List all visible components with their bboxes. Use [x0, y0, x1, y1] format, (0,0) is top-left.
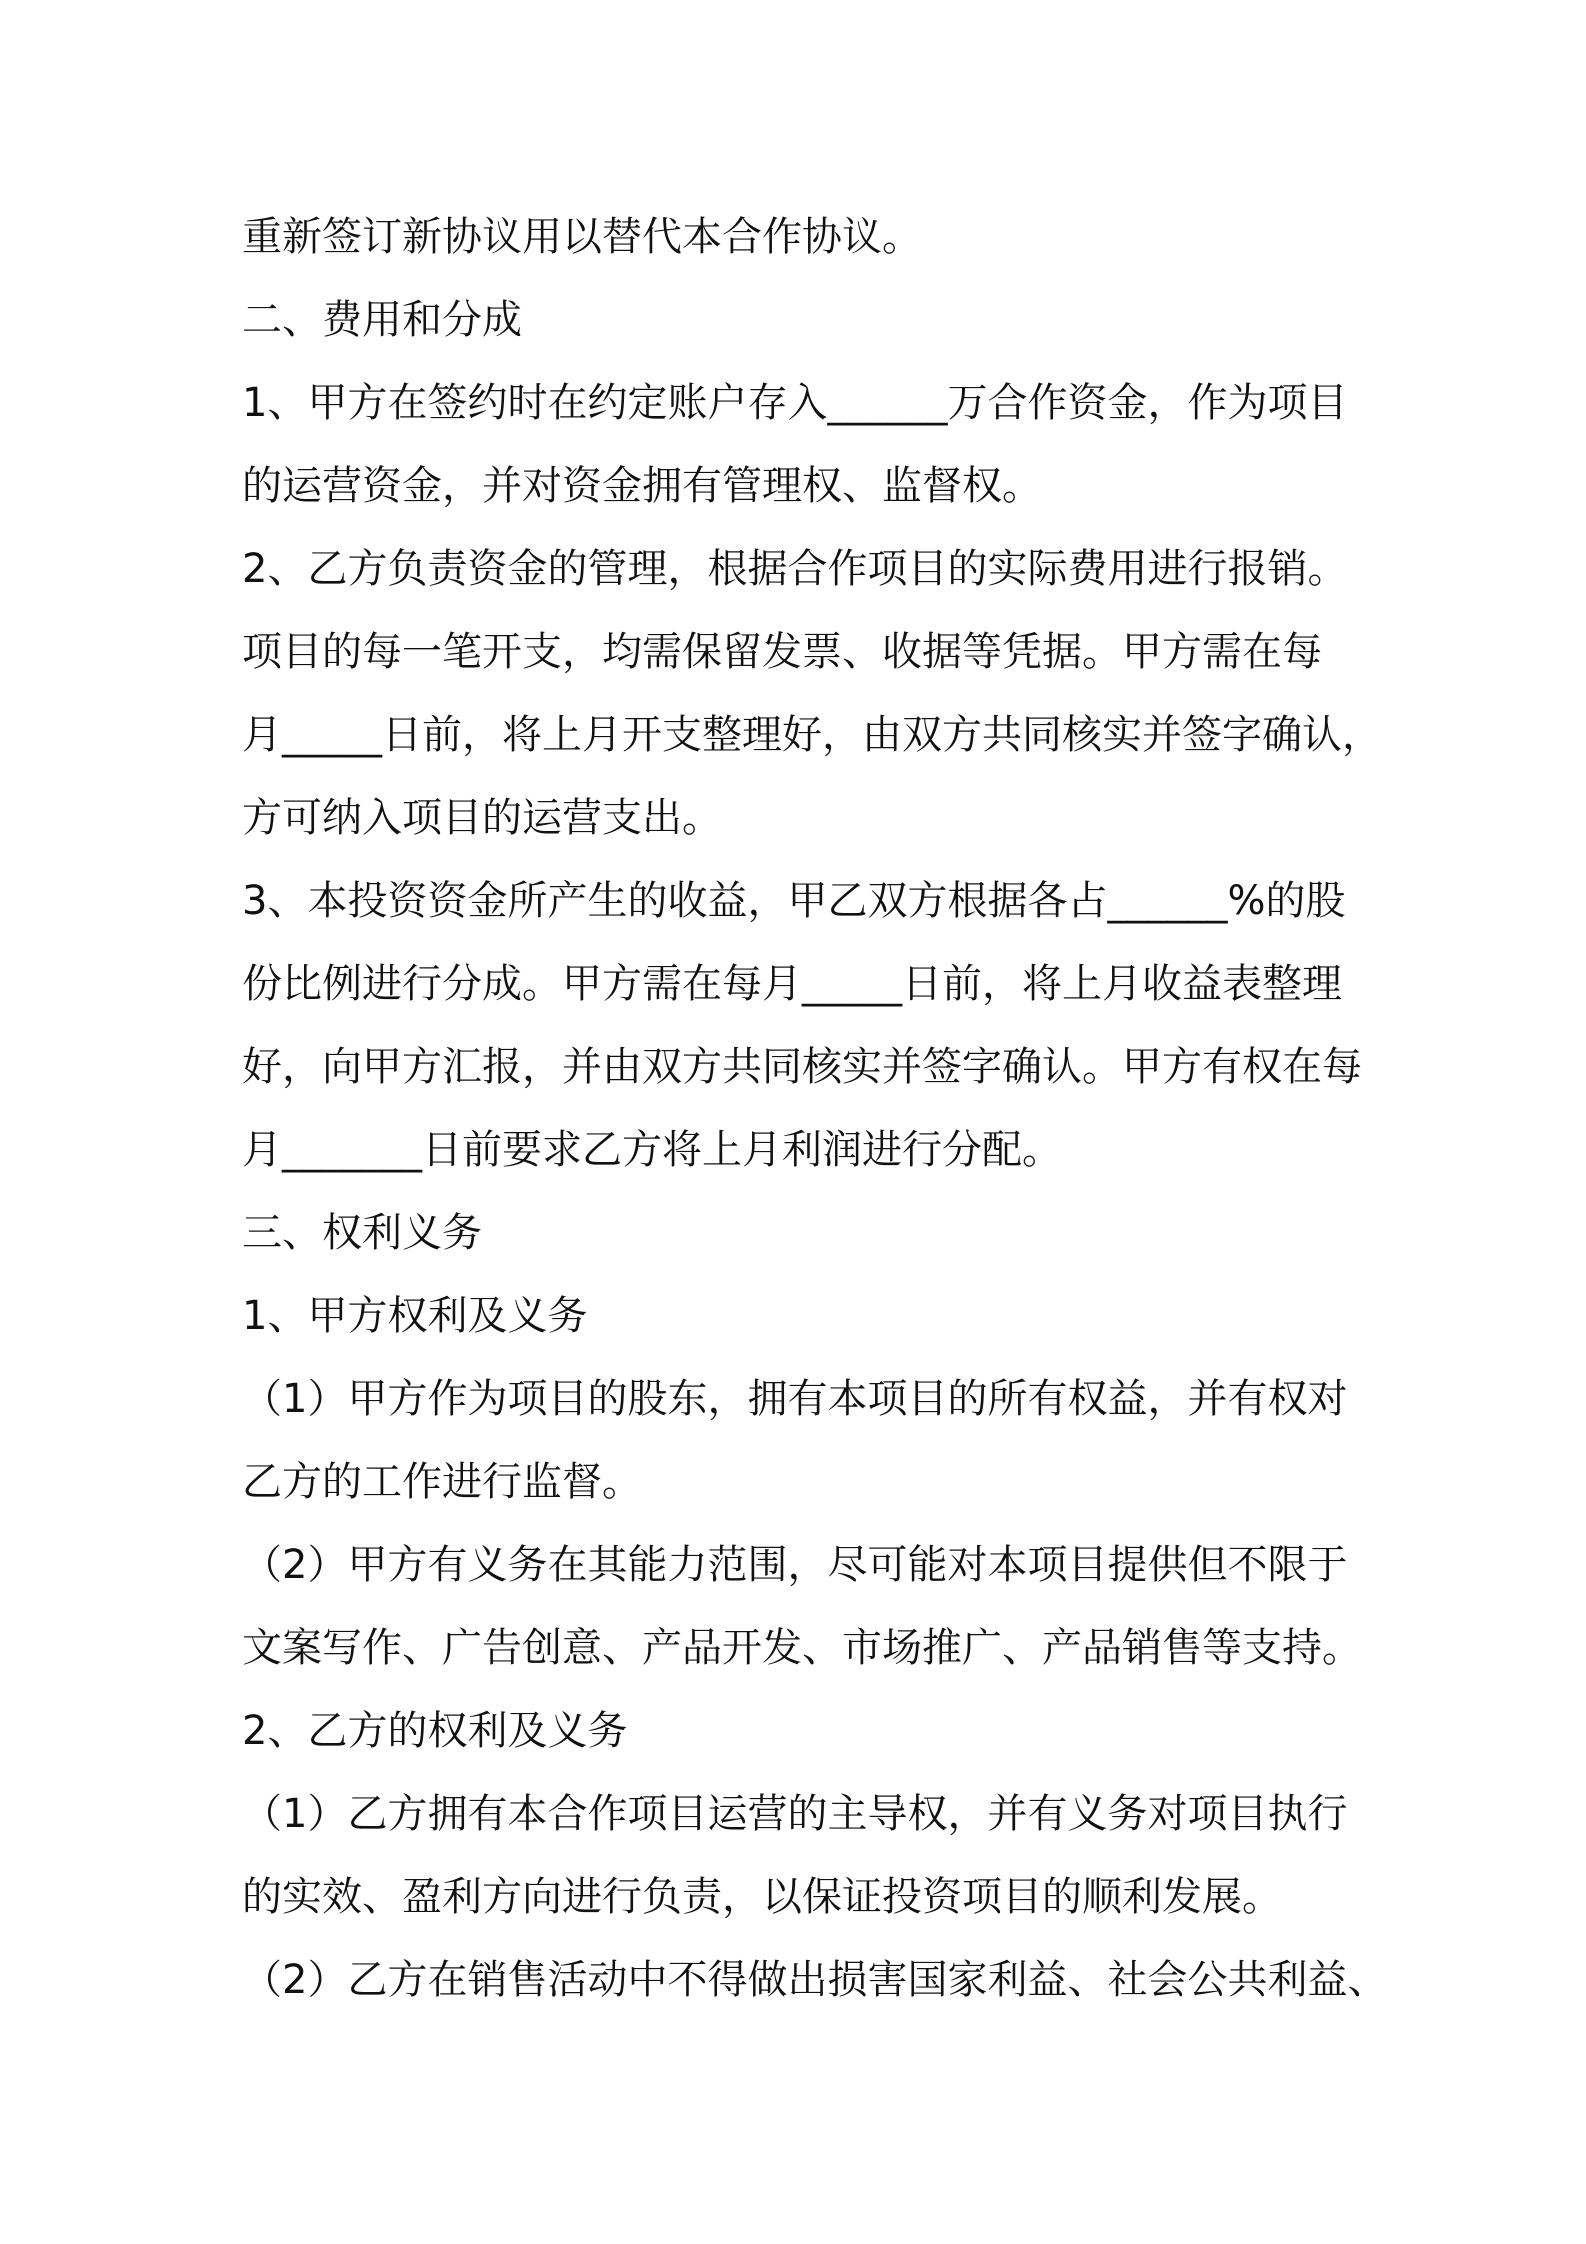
text-line: （1）甲方作为项目的股东，拥有本项目的所有权益，并有权对	[242, 1376, 1348, 1422]
text-line: （1）乙方拥有本合作项目运营的主导权，并有义务对项目执行	[242, 1791, 1348, 1837]
document-body	[242, 196, 1388, 2022]
subsection-heading: 2、乙方的权利及义务	[242, 1708, 628, 1754]
text-line: 项目的每一笔开支，均需保留发票、收据等凭据。甲方需在每	[242, 629, 1322, 675]
section-heading: 三、权利义务	[242, 1210, 482, 1256]
text-line: 乙方的工作进行监督。	[242, 1459, 642, 1505]
text-line: （2）甲方有义务在其能力范围，尽可能对本项目提供但不限于	[242, 1542, 1348, 1588]
text-line: 好，向甲方汇报，并由双方共同核实并签字确认。甲方有权在每	[242, 1044, 1362, 1090]
text-line: 1、甲方在签约时在约定账户存入______万合作资金，作为项目	[242, 380, 1348, 426]
text-line: 月_____日前，将上月开支整理好，由双方共同核实并签字确认，	[242, 712, 1382, 758]
text-line: 2、乙方负责资金的管理，根据合作项目的实际费用进行报销。	[242, 546, 1348, 592]
text-line: 3、本投资资金所产生的收益，甲乙双方根据各占______%的股	[242, 878, 1346, 924]
text-line: 重新签订新协议用以替代本合作协议。	[242, 214, 922, 260]
text-line: 的实效、盈利方向进行负责，以保证投资项目的顺利发展。	[242, 1874, 1282, 1920]
text-line: 文案写作、广告创意、产品开发、市场推广、产品销售等支持。	[242, 1625, 1362, 1671]
section-heading: 二、费用和分成	[242, 297, 522, 343]
text-line: 月_______日前要求乙方将上月利润进行分配。	[242, 1127, 1062, 1173]
subsection-heading: 1、甲方权利及义务	[242, 1293, 588, 1339]
text-line: （2）乙方在销售活动中不得做出损害国家利益、社会公共利益、	[242, 1957, 1388, 2003]
text-line: 份比例进行分成。甲方需在每月_____日前，将上月收益表整理	[242, 961, 1342, 1007]
text-line: 的运营资金，并对资金拥有管理权、监督权。	[242, 463, 1042, 509]
text-line: 方可纳入项目的运营支出。	[242, 795, 722, 841]
